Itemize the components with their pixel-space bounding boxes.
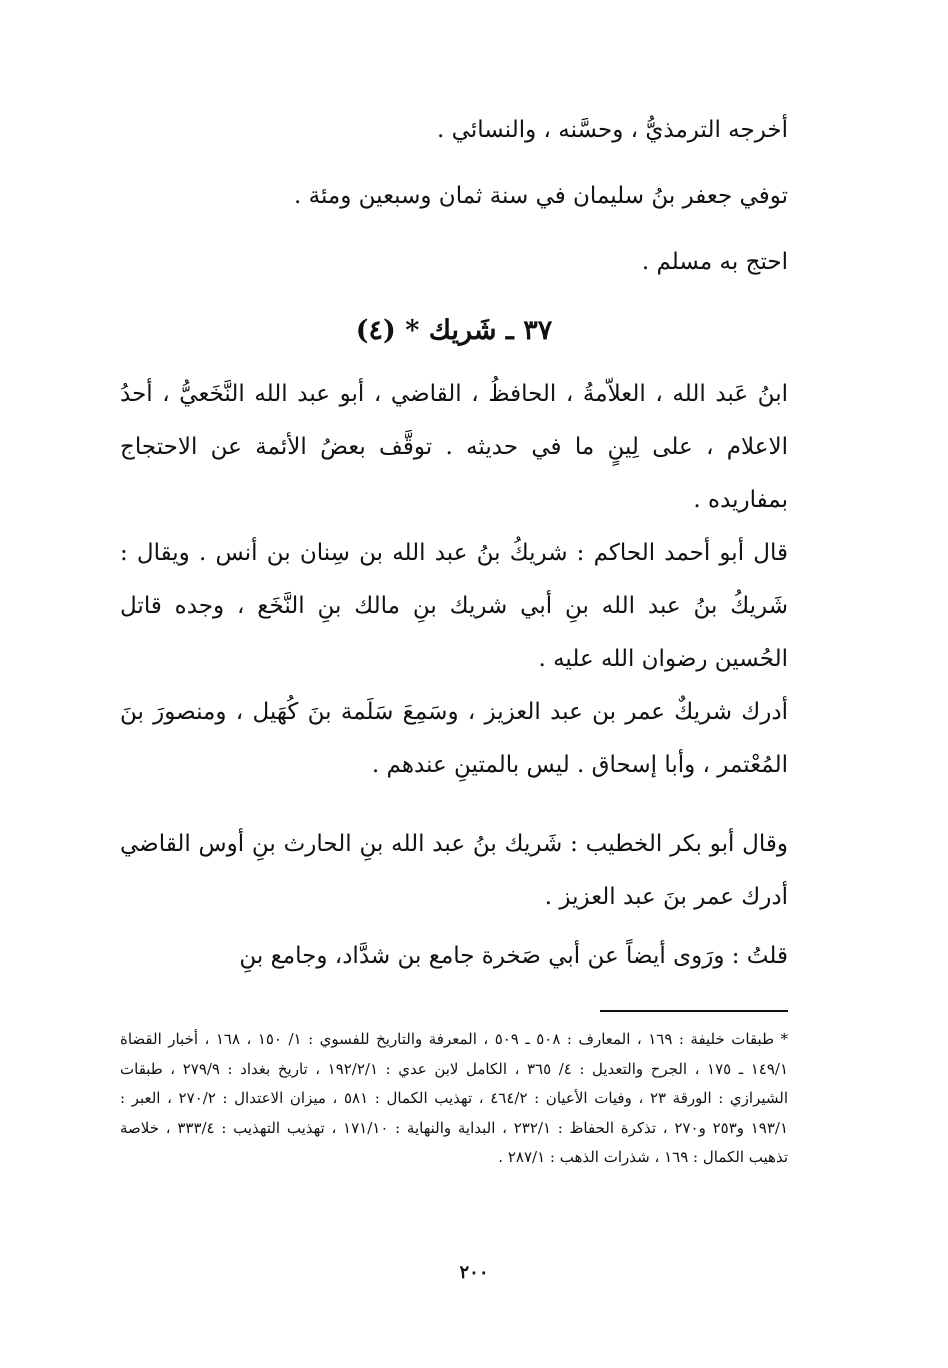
paragraph-khatib: وقال أبو بكر الخطيب : شَريك بنُ عبد الله بنِ الحارث بنِ أوس القاضي أدرك عمر بنَ عبد العزيز . [120,831,788,910]
footnote-divider [600,1010,788,1012]
footnote-sources: * طبقات خليفة : ١٦٩ ، المعارف : ٥٠٨ ـ ٥٠٩ ، المعرفة والتاريخ للفسوي : ١/ ١٥٠ ، ١٦٨ ، أخبار القضاة ١٤٩/١ ـ ١٧٥ ، الجرح والتعديل : ٤/ ٣٦٥ ، الكامل لابن عدي : ١٩٢/٢/١ ، تاريخ بغداد : ٢٧٩/٩ ، طبقات الشيرازي : الورقة ٢٣ ، وفيات الأعيان : ٤٦٤/٢ ، تهذيب الكمال : ٥٨١ ، ميزان الاعتدال : ٢٧٠/٢ ، العبر : ١٩٣/١ و٢٥٣ و٢٧٠ ، تذكرة الحفاظ : ٢٣٢/١ ، البداية والنهاية : ١٧١/١٠ ، تهذيب التهذيب : ٣٣٣/٤ ، خلاصة تذهيب الكمال : ١٦٩ ، شذرات الذهب : ٢٨٧/١ . [120,1030,789,1166]
page-number: ٢٠٠ [459,1262,489,1283]
paragraph-hakim-lineage: قال أبو أحمد الحاكم : شريكُ بنُ عبد الله بن سِنان بن أنس . ويقال : شَريكُ بنُ عبد الله بنِ أبي شريك بنِ مالك بنِ النَّخَع ، وجده قاتل الحُسين رضوان الله عليه . [120,540,788,672]
entry-heading: ٣٧ ـ شَريك * (٤) [355,315,553,346]
paragraph-death-year: توفي جعفر بنُ سليمان في سنة ثمان وسبعين ومئة . [294,183,788,209]
paragraph-muslim: احتج به مسلم . [641,249,788,275]
paragraph-tirmidhi: أخرجه الترمذيُّ ، وحسَّنه ، والنسائي . [437,117,788,143]
paragraph-qultu: قلتُ : ورَوى أيضاً عن أبي صَخرة جامع بن شدَّاد، وجامع بنِ [239,943,788,969]
paragraph-introduction: ابنُ عَبد الله ، العلاّمةُ ، الحافظُ ، القاضي ، أبو عبد الله النَّخَعيُّ ، أحدُ الاعلام ، على لِينٍ ما في حديثه . توقَّف بعضُ الأئمة عن الاحتجاج بمفاريده . [120,381,788,513]
paragraph-teachers: أدرك شريكٌ عمر بن عبد العزيز ، وسَمِعَ سَلَمة بنَ كُهَيل ، ومنصورَ بنَ المُعْتمر ، وأبا إسحاق . ليس بالمتينِ عندهم . [120,699,788,778]
